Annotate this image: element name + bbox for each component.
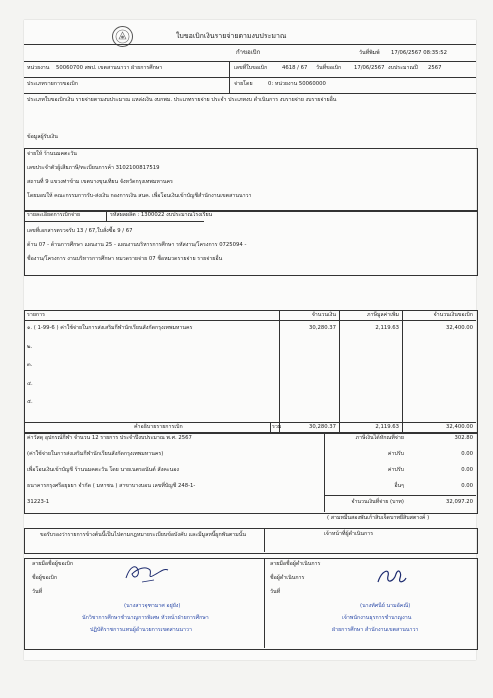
col-item: รายการ [27,312,45,318]
sum-total: 32,400.00 [446,424,473,430]
left-signer-title-2: ปฏิบัติราชการแทนผู้อำนวยการเขตสานนาวา [90,627,192,633]
table-row: ๒. [27,344,33,350]
explain-line: (ค่าใช้จ่ายในการส่งเสริมกีฬานักเรียนสังกัดกรุงเทพมหานคร) [27,451,164,457]
explain-line: เพื่อโอนเงินเข้าบัญชี ร้านนมคตะวัน โดย นายเนตรอนันต์ สังคะนอง [27,467,179,473]
print-date-label: วันที่พิมพ์ [359,50,380,56]
unit-value: 50060700 สพป. เขตสานนาวา ฝ่ายการศึกษา [56,65,163,71]
txn-type-label: ประเภทรายการขอเบิก [27,81,78,87]
req-date: 17/06/2567 [354,65,385,71]
sum-label: รวม [272,424,282,430]
doc-no-label: เลขที่ใบขอเบิก [234,65,268,71]
col-vat: ภาษีมูลค่าเพิ่ม [366,312,399,318]
payee-name: จ่ายให้ ร้านนมคตะวัน [27,151,77,157]
explain-line: ค่าวัสดุ อุปกรณ์กีฬา จำนวน 12 รายการ ประจำปีงบประมาณ พ.ศ. 2567 [27,435,192,441]
left-date-label: วันที่ [32,589,43,595]
left-sign-label: ลายมือชื่อผู้ขอเบิก [32,561,74,567]
net-words: ( สามหมื่นสองพันเก้าสิบเจ็ดบาทยี่สิบสตางค์ ) [327,515,430,521]
sum-vat: 2,119.63 [375,424,399,430]
budget-detail-label: รายละเอียดการเบิกจ่าย [27,212,81,218]
row-amount: 30,280.37 [309,325,336,331]
right-date-label: วันที่ [270,589,281,595]
left-signer-name: (นางสาวจุฑามาศ อยู่ยัง) [124,603,181,609]
pay-by-label: จ่ายโดย [234,81,253,87]
budget-ref: เลขที่เอกสารตรวจรับ 13 / 67,ใบสั่งซื้อ 9 / 67 [27,228,133,234]
budget-line-2: ชื่องาน/โครงการ งานบริหารการศึกษา หมวดรายจ่าย 07 ชื่อหมวดรายจ่าย รายจ่ายอื่น [27,256,223,262]
deduction-label: อื่นๆ [394,483,404,489]
explain-line: 31223-1 [27,499,50,505]
doc-no: 4618 / 67 [282,65,308,71]
budget-code: รหัสผลผลิต : 1300022 งบประมาณโรงเรียน [110,212,213,218]
form-title: ใบขอเบิกเงินรายจ่ายตามงบประมาณ [176,32,287,40]
net-label: จำนวนเงินที่จ่าย (บาท) [351,499,404,505]
right-sign-label: ลายมือชื่อผู้ดำเนินการ [270,561,321,567]
row-label: ๑. ( 1-99-6 ) ค่าใช้จ่ายในการส่งเสริมกีฬานักเรียนสังกัดกรุงเทพมหานคร [27,325,193,331]
row-vat: 2,119.63 [375,325,399,331]
sum-amount: 30,280.37 [309,424,336,430]
payee-address: สถานที่ 9 แขวงท่าข้าม เขตบางขุนเทียน จังหวัดกรุงเทพมหานคร [27,179,173,185]
right-signer-name: (นางทัศนีย์ นามอัคณี) [360,603,411,609]
pay-by: 0: หน่วยงาน 50060000 [268,81,326,87]
left-name-label: ชื่อผู้ขอเบิก [32,575,58,581]
print-date: 17/06/2567 08:35:52 [391,50,448,56]
deduction-value: 302.80 [454,435,473,441]
right-signer-title-1: เจ้าพนักงานธุรการชำนาญงาน [342,615,412,621]
right-signer-title-2: ฝ่ายการศึกษา สำนักงานเขตสานนาวา [332,627,419,633]
explain-line: ธนาคารกรุงศรีอยุธยา จำกัด ( มหาชน ) สาขาบางบอน เลขที่บัญชี 248-1- [27,483,196,489]
deduction-label: ภาษีเงินได้หักณที่จ่าย [355,435,404,441]
deduction-value: 0.00 [461,483,473,489]
budget-line-1: ด้าน 07 - ด้านการศึกษา แผนงาน 25 - แผนงานบริหารการศึกษา รหัสงาน/โครงการ 0725094 - [27,242,247,248]
right-name-label: ชื่อผู้ดำเนินการ [270,575,305,581]
deduction-label: ค่าปรับ [387,467,404,473]
row-total: 32,400.00 [446,325,473,331]
payee-transfer: โดยมอบให้ คณะกรรมการรับ-ส่งเงิน กองการเงิน สนค. เพื่อโอนเงินเข้าบัญชีสำนักงานเขตสานนาวา [27,193,252,199]
explain-label: คำอธิบายรายการเบิก [134,424,183,430]
unit-label: หน่วยงาน [27,65,50,71]
left-handwritten-signature [120,560,172,588]
deduction-label: ค่าปรับ [387,451,404,457]
deduction-value: 0.00 [461,467,473,473]
payee-section-title: ข้อมูลผู้รับเงิน [27,134,58,140]
left-signer-title-1: นักวิชาการศึกษาชำนาญการพิเศษ หัวหน้าฝ่ายการศึกษา [82,615,209,621]
category-line: ประเภทใบขอเบิกเงิน รายจ่ายตามงบประมาณ แหล่งเงิน งบกพม. ประเภทรายจ่าย ประจำ ประเภทงบ ดำเนินการ งบรายจ่าย งบรายจ่ายอื่น [27,97,337,103]
col-total: จำนวนเงินขอเบิก [433,312,473,318]
req-date-label: วันที่ขอเบิก [316,65,342,71]
certify-left: ขอรับรองว่ารายการข้างต้นนี้เป็นไปตามกฎหมายระเบียบข้อบังคับ และมีมูลหนี้ผูกพันตามนั้น [39,532,247,538]
net-value: 32,097.20 [446,499,473,505]
budget-year: 2567 [428,65,442,71]
table-row: ๔. [27,381,33,387]
form-subtitle: กำขอเบิก [236,49,261,56]
budget-year-label: งบประมาณปี [388,65,418,71]
right-handwritten-signature [370,562,410,590]
requisition-form [24,20,476,660]
table-row: ๓. [27,362,33,368]
payee-tax-id: เลขประจำตัวผู้เสียภาษี/ทะเบียนการค้า 3102100817519 [27,165,160,171]
table-row: ๕. [27,399,33,405]
col-amount: จำนวนเงิน [311,312,336,318]
deduction-value: 0.00 [461,451,473,457]
certify-right: เจ้าหน้าที่ผู้ดำเนินการ [324,531,374,537]
